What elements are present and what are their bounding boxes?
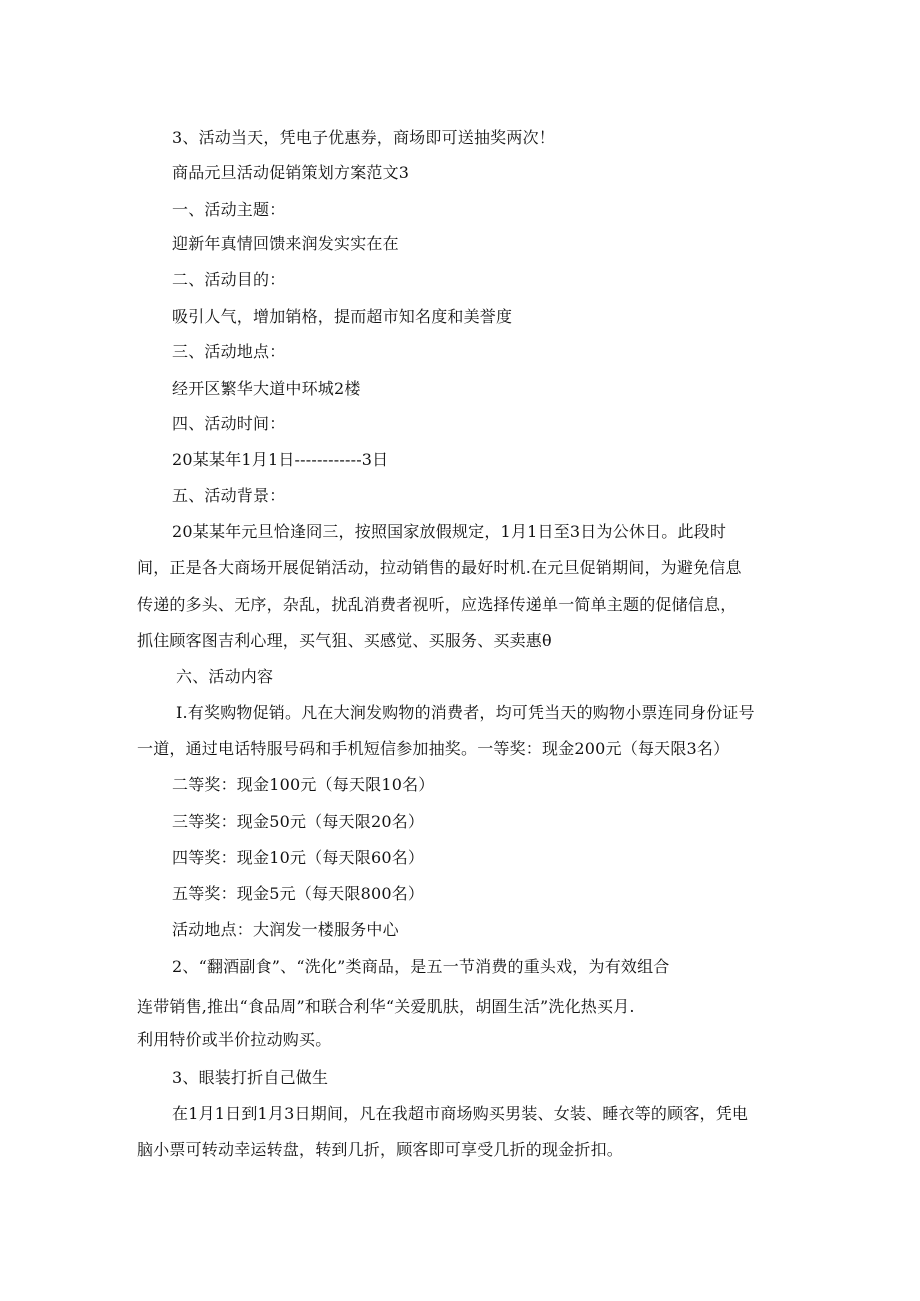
paragraph-line: 间，正是各大商场开展促销活动，拉动销售的最好时机.在元旦促销期间，为避免信息 <box>137 558 742 577</box>
paragraph-line: 2、“翻酒副食”、“洗化”类商品，是五一节消费的重头戏，为有效组合 <box>172 957 670 976</box>
section-heading: 一、活动主题： <box>172 200 286 219</box>
section-heading: 3、眼装打折自己做生 <box>172 1068 329 1087</box>
prize-line: 四等奖：现金10元（每天限60名） <box>172 848 425 867</box>
paragraph-line: 迎新年真情回馈来润发实实在在 <box>172 234 399 253</box>
paragraph-line: I.有奖购物促销。凡在大涧发购物的消费者，均可凭当天的购物小票连同身份证号 <box>176 703 755 722</box>
paragraph-line: 脑小票可转动幸运转盘，转到几折，顾客即可享受几折的现金折扣。 <box>137 1140 624 1159</box>
paragraph-line: 经开区繁华大道中环城2楼 <box>172 379 361 398</box>
paragraph-line: 传递的多头、无序，杂乱，扰乱消费者视听，应选择传递单一简单主题的促储信息， <box>137 595 737 614</box>
section-heading: 六、活动内容 <box>176 667 274 686</box>
paragraph-line: 3、活动当天，凭电子优惠券，商场即可送抽奖两次！ <box>172 128 555 147</box>
paragraph-line: 活动地点：大润发一楼服务中心 <box>172 920 399 939</box>
paragraph-line: 利用特价或半价拉动购买。 <box>137 1030 332 1049</box>
paragraph-line: 20某某年1月1日------------3日 <box>172 450 389 469</box>
section-heading: 二、活动目的： <box>172 270 286 289</box>
paragraph-line: 吸引人气，增加销格，提而超市知名度和美誉度 <box>172 307 513 326</box>
paragraph-line: 连带销售,推出“食品周”和联合利华“关爱肌肤，胡圄生活”洗化热买月. <box>137 997 635 1016</box>
section-heading: 商品元旦活动促销策划方案范文3 <box>172 163 410 182</box>
paragraph-line: 抓住顾客图吉利心理，买气狙、买感觉、买服务、买卖惠θ <box>137 631 552 650</box>
section-heading: 三、活动地点： <box>172 342 286 361</box>
prize-line: 二等奖：现金100元（每天限10名） <box>172 775 435 794</box>
paragraph-line: 一道，通过电话特服号码和手机短信参加抽奖。一等奖：现金200元（每天限3名） <box>137 739 730 758</box>
paragraph-line: 在1月1日到1月3日期间，凡在我超市商场购买男装、女装、睡衣等的顾客，凭电 <box>172 1104 749 1123</box>
paragraph-line: 20某某年元旦恰逢冏三，按照国家放假规定，1月1日至3日为公休日。此段时 <box>172 522 727 541</box>
prize-line: 五等奖：现金5元（每天限800名） <box>172 884 425 903</box>
section-heading: 五、活动背景： <box>172 486 286 505</box>
section-heading: 四、活动时间： <box>172 414 286 433</box>
prize-line: 三等奖：现金50元（每天限20名） <box>172 812 425 831</box>
